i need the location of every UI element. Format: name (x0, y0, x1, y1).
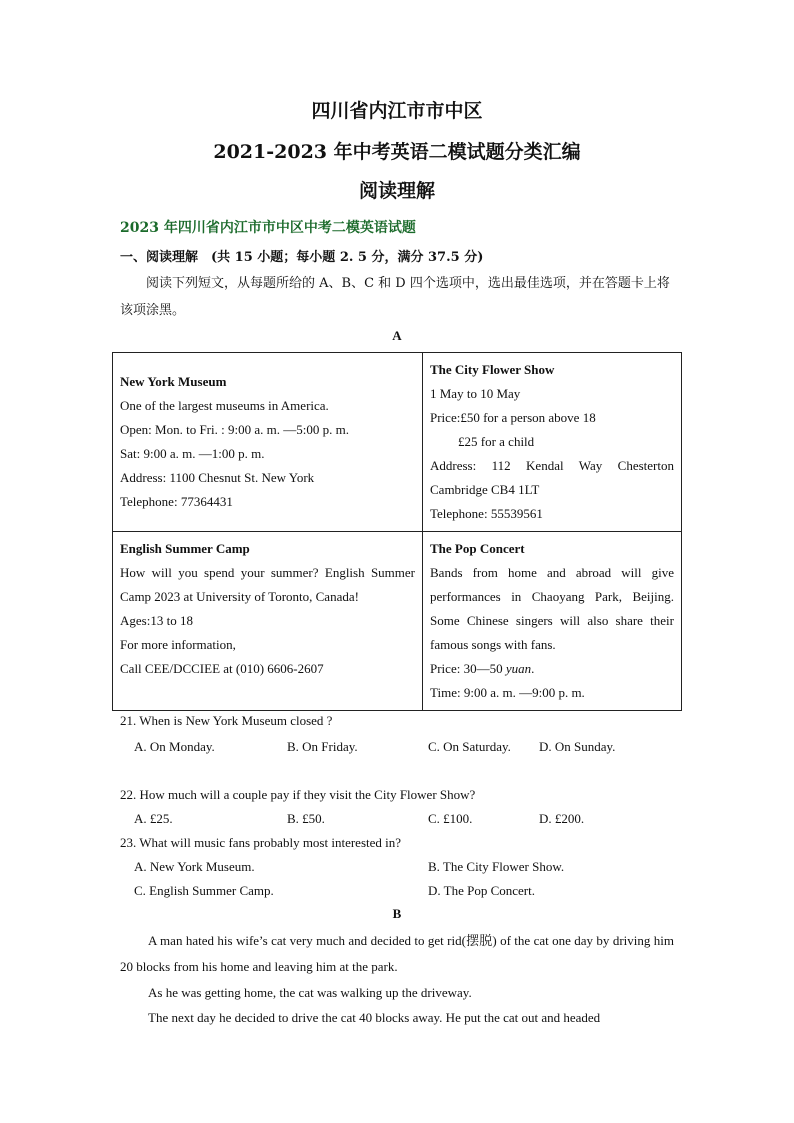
ad-concert-desc: Bands from home and abroad will give performances in Chaoyang Park, Beijing. Some Chinese singers will also share their famous songs with fans. (430, 565, 674, 652)
ad-museum-line: Address: 1100 Chesnut St. New York (120, 470, 315, 485)
question-stem: 21. When is New York Museum closed ? (120, 713, 333, 728)
passage-b-paragraph: As he was getting home, the cat was walking up the driveway. (148, 985, 472, 1000)
question-option: D. The Pop Concert. (428, 883, 535, 898)
ad-camp-call: Call CEE/DCCIEE at (010) 6606-2607 (120, 661, 324, 676)
ad-concert-title: The Pop Concert (430, 541, 525, 556)
section-heading: 一、阅读理解 (共 15 小题；每小题 2. 5 分，满分 37.5 分) (120, 250, 484, 265)
ad-flower-show (423, 353, 682, 532)
ad-concert-price-end: . (531, 661, 535, 676)
question-option: C. English Summer Camp. (134, 883, 274, 898)
ad-camp-title: English Summer Camp (120, 541, 250, 556)
header-topic: 阅读理解 (358, 180, 435, 202)
ad-concert-price-unit: yuan (505, 661, 532, 676)
passage-b-paragraph: A man hated his wife’s cat very much and decided to get rid(摆脱) of the cat one day by driving him 20 blocks from his home and leaving him at the park. (120, 933, 674, 974)
ad-museum (113, 353, 423, 532)
passage-b-paragraph: The next day he decided to drive the cat 40 blocks away. He put the cat out and headed (148, 1010, 601, 1025)
ad-camp-more: For more information, (120, 637, 236, 652)
ad-museum-line: Open: Mon. to Fri. : 9:00 a. m. —5:00 p. m. (120, 422, 349, 437)
passage-a-label: A (392, 328, 402, 343)
ad-camp-desc: How will you spend your summer? English Summer Camp 2023 at University of Toronto, Canada! (120, 565, 415, 604)
ad-flower-price: Price:£50 for a person above 18 (430, 410, 596, 425)
passage-b-label: B (392, 906, 402, 921)
ads-table (112, 352, 682, 711)
ad-museum-line: Telephone: 77364431 (120, 494, 233, 509)
question-option: A. £25. (134, 811, 173, 826)
question-option: A. New York Museum. (134, 859, 255, 874)
header-region: 四川省内江市市中区 (311, 100, 483, 122)
ad-concert-price-text: Price: 30—50 (430, 661, 506, 676)
ad-flower-price-child: £25 for a child (458, 434, 535, 449)
question-stem: 22. How much will a couple pay if they visit the City Flower Show? (120, 787, 476, 802)
question-stem: 23. What will music fans probably most interested in? (120, 835, 402, 850)
header-series: 2021-2023 年中考英语二模试题分类汇编 (213, 141, 581, 163)
ad-concert-price (430, 657, 674, 681)
question-option: C. £100. (428, 811, 473, 826)
ad-museum-line: Sat: 9:00 a. m. —1:00 p. m. (120, 446, 265, 461)
ad-museum-line: One of the largest museums in America. (120, 398, 329, 413)
question-option: A. On Monday. (134, 739, 215, 754)
ad-museum-title: New York Museum (120, 374, 227, 389)
ad-pop-concert (423, 532, 682, 711)
ad-flower-phone: Telephone: 55539561 (430, 506, 543, 521)
question-option: D. £200. (539, 811, 585, 826)
exam-title: 2023 年四川省内江市市中区中考二模英语试题 (120, 220, 416, 236)
question-option: B. On Friday. (287, 739, 358, 754)
question-option: D. On Sunday. (539, 739, 616, 754)
ad-flower-title: The City Flower Show (430, 362, 555, 377)
ad-flower-address: Address: 112 Kendal Way Chesterton Cambridge CB4 1LT (430, 458, 674, 497)
ad-concert-time: Time: 9:00 a. m. —9:00 p. m. (430, 685, 585, 700)
question-option: B. The City Flower Show. (428, 859, 565, 874)
question-option: C. On Saturday. (428, 739, 511, 754)
question-option: B. £50. (287, 811, 325, 826)
instruction-text: 阅读下列短文，从每题所给的 A、B、C 和 D 四个选项中，选出最佳选项，并在答题卡上将该项涂黑。 (120, 276, 670, 318)
ad-flower-date: 1 May to 10 May (430, 386, 521, 401)
ad-camp-ages: Ages:13 to 18 (120, 613, 193, 628)
ad-summer-camp (113, 532, 423, 711)
